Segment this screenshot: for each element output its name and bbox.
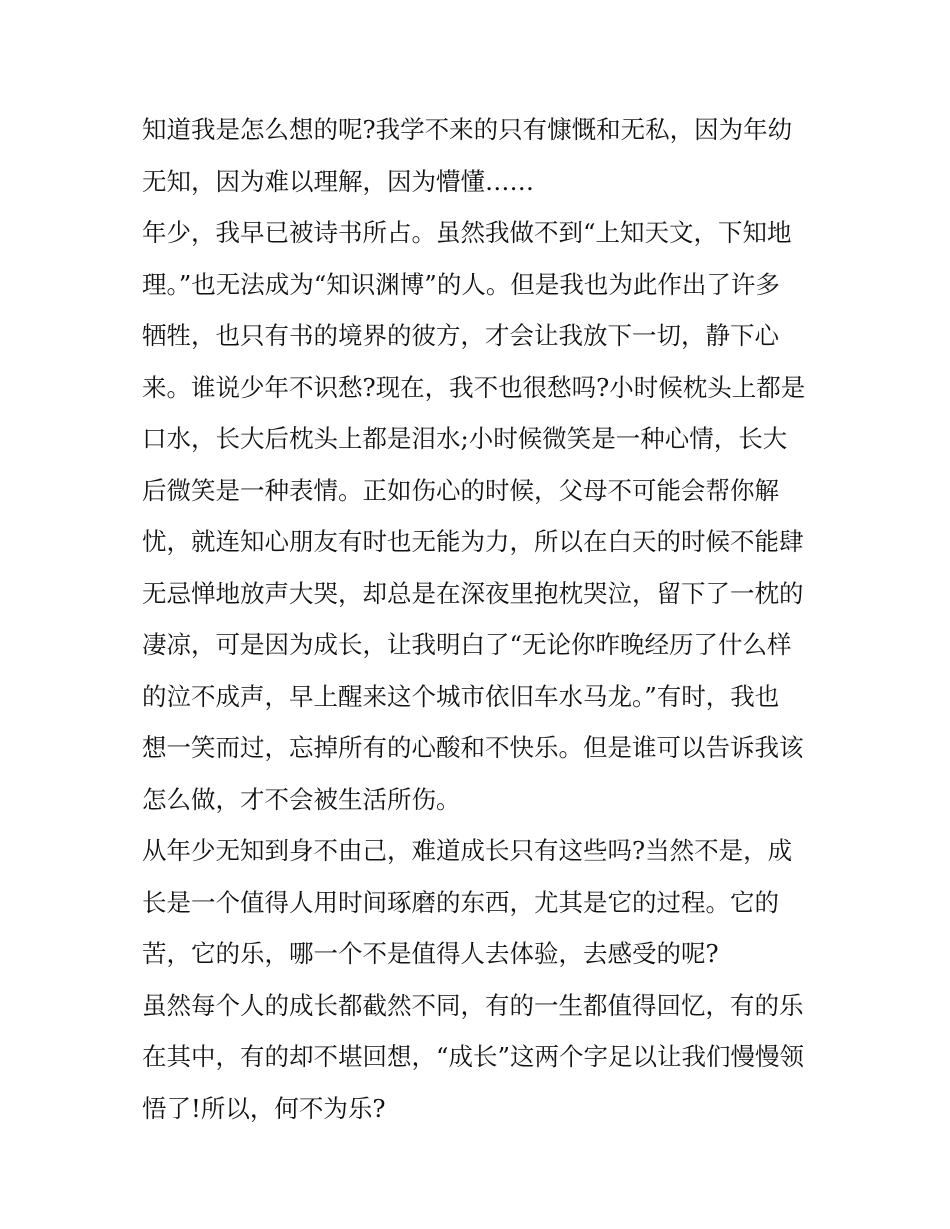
text-line: 后微笑是一种表情。正如伤心的时候，父母不可能会帮你解 <box>142 475 779 505</box>
text-line: 从年少无知到身不由己，难道成长只有这些吗?当然不是，成 <box>142 836 793 865</box>
text-line: 年少，我早已被诗书所占。虽然我做不到“上知天文，下知地 <box>142 218 792 247</box>
text-line: 无忌惮地放声大哭，却总是在深夜里抱枕哭泣，留下了一枕的 <box>142 578 804 608</box>
text-line: 口水，长大后枕头上都是泪水;小时候微笑是一种心情，长大 <box>142 424 788 453</box>
text-line: 理。”也无法成为“知识渊博”的人。但是我也为此作出了许多 <box>142 269 780 299</box>
text-line: 忧，就连知心朋友有时也无能为力，所以在白天的时候不能肆 <box>142 527 804 556</box>
text-line: 无知，因为难以理解，因为懵懂…… <box>142 166 534 196</box>
text-line: 知道我是怎么想的呢?我学不来的只有慷慨和无私，因为年幼 <box>142 115 793 144</box>
text-line: 怎么做，才不会被生活所伤。 <box>142 784 461 814</box>
text-line: 凄凉，可是因为成长，让我明白了“无论你昨晚经历了什么样 <box>142 630 792 659</box>
text-line: 在其中，有的却不堪回想，“成长”这两个字足以让我们慢慢领 <box>142 1042 805 1071</box>
text-line: 来。谁说少年不识愁?现在，我不也很愁吗?小时候枕头上都是 <box>142 372 806 402</box>
text-line: 想一笑而过，忘掉所有的心酸和不快乐。但是谁可以告诉我该 <box>142 733 804 762</box>
text-line: 悟了!所以，何不为乐? <box>142 1093 386 1123</box>
text-line: 虽然每个人的成长都截然不同，有的一生都值得回忆，有的乐 <box>142 990 804 1020</box>
text-line: 的泣不成声，早上醒来这个城市依旧车水马龙。”有时，我也 <box>142 681 780 711</box>
essay-text <box>142 104 814 1134</box>
text-line: 长是一个值得人用时间琢磨的东西，尤其是它的过程。它的 <box>142 887 779 917</box>
text-line: 牺牲，也只有书的境界的彼方，才会让我放下一切，静下心 <box>142 321 779 350</box>
text-line: 苦，它的乐，哪一个不是值得人去体验，去感受的呢? <box>142 939 719 968</box>
